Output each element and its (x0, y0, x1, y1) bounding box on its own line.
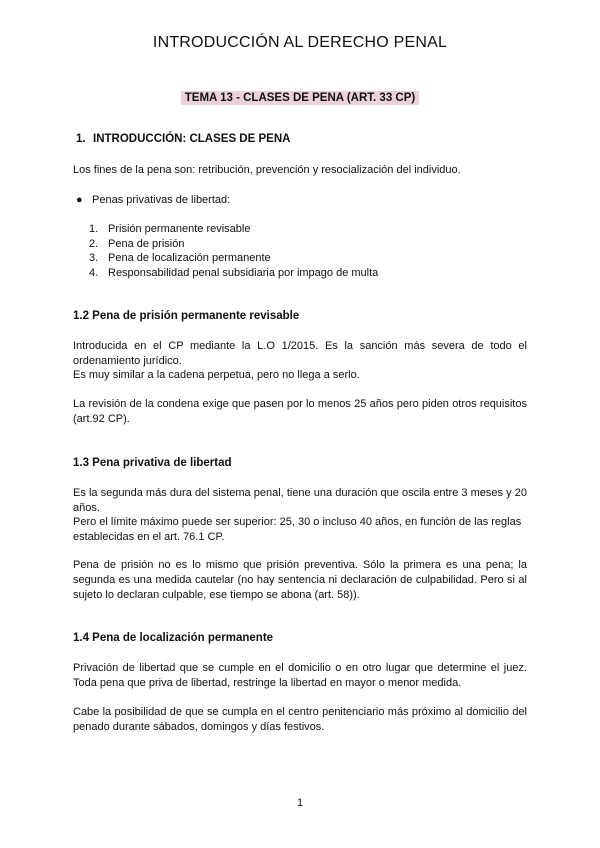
section-1-3-paragraph-1b: Pero el límite máximo puede ser superior: 25, 30 o incluso 40 años, en función de las reglas establecidas en el art. 76.1 CP. (73, 516, 522, 543)
section-1-4-heading: 1.4 Pena de localización permanente (73, 632, 274, 644)
bullet-text: Penas privativas de libertad: (92, 194, 231, 206)
section-1-number: 1. (76, 133, 86, 145)
list-item: 4. Responsabilidad penal subsidiaria por impago de multa (89, 266, 379, 279)
section-1-2-paragraph-1: Introducida en el CP mediante la L.O 1/2015. Es la sanción más severa de todo el ordenamiento jurídico. (73, 340, 527, 367)
section-1-2-paragraph-1b: Es muy similar a la cadena perpetua, pero no llega a serlo. (73, 369, 360, 381)
section-1-4-paragraph-1: Privación de libertad que se cumple en el domicilio o en otro lugar que determine el juez. Toda pena que priva de libertad, restringe la libertad en mayor o menor medida. (73, 662, 527, 689)
section-1-heading (76, 133, 290, 145)
document-title: INTRODUCCIÓN AL DERECHO PENAL (152, 34, 448, 51)
section-1-2-paragraph-2: La revisión de la condena exige que pasen por lo menos 25 años pero piden otros requisitos (art.92 CP). (73, 398, 527, 425)
penalties-list (89, 222, 378, 280)
section-1-3-paragraph-1: Es la segunda más dura del sistema penal, tiene una duración que oscila entre 3 meses y 20 años. (73, 487, 527, 514)
section-1-2-heading: 1.2 Pena de prisión permanente revisable (73, 310, 300, 322)
bullet-item (76, 194, 230, 206)
tema-heading-wrap (0, 88, 600, 106)
section-1-3-heading: 1.3 Pena privativa de libertad (73, 457, 232, 469)
page-number: 1 (296, 797, 304, 809)
section-1-title: INTRODUCCIÓN: CLASES DE PENA (93, 133, 291, 145)
list-item: 3. Pena de localización permanente (89, 252, 271, 264)
section-1-3-paragraph-2: Pena de prisión no es lo mismo que prisión preventiva. Sólo la primera es una pena; la segunda es una medida cautelar (no hay sentencia ni declaración de culpabilidad. Pero si al sujeto lo declaran culpable, ese tiempo se abona (art. 58)). (73, 559, 527, 601)
list-item: 1. Prisión permanente revisable (89, 223, 251, 235)
tema-heading: TEMA 13 - CLASES DE PENA (ART. 33 CP) (181, 91, 419, 105)
list-item: 2. Pena de prisión (89, 237, 185, 250)
bullet-dot-icon: ● (76, 194, 83, 206)
section-1-intro: Los fines de la pena son: retribución, prevención y resocialización del individuo. (73, 164, 461, 176)
section-1-4-paragraph-2: Cabe la posibilidad de que se cumpla en el centro penitenciario más próximo al domicilio del penado durante sábados, domingos y días festivos. (73, 706, 527, 733)
